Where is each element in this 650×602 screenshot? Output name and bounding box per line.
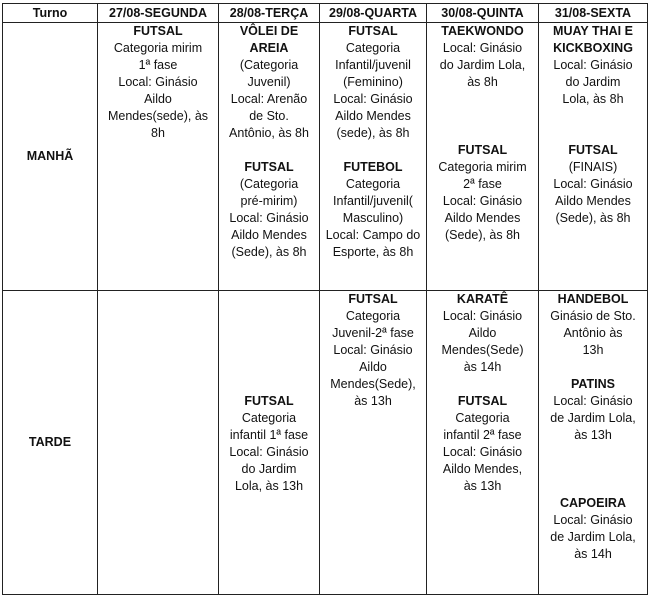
event-line: Local: Ginásio	[553, 177, 633, 191]
event-futsal	[221, 393, 317, 495]
turno-tarde: TARDE	[3, 291, 98, 595]
event-line: Categoria	[345, 41, 401, 55]
header-friday: 31/08-SEXTA	[539, 4, 648, 23]
event-line: 2ª fase	[463, 177, 502, 191]
event-line: de Sto.	[249, 109, 289, 123]
event-line: Antônio às	[563, 326, 623, 340]
spacer	[429, 91, 536, 125]
spacer	[541, 359, 645, 376]
event-line: Local: Ginásio	[442, 41, 523, 55]
event-capoeira	[541, 495, 645, 563]
event-title: FUTSAL	[568, 143, 618, 157]
event-line: Local: Campo do	[325, 228, 421, 242]
row-manha	[3, 23, 648, 291]
event-line: (Sede), às 8h	[555, 211, 631, 225]
event-line: Aildo Mendes,	[442, 462, 523, 476]
event-line: Aildo	[144, 92, 172, 106]
event-line: pré-mirim)	[240, 194, 298, 208]
event-title: FUTSAL	[133, 24, 183, 38]
event-line: Local: Ginásio	[442, 194, 523, 208]
event-line: às 13h	[463, 479, 502, 493]
event-line: do Jardim Lola,	[439, 58, 526, 72]
event-patins	[541, 376, 645, 444]
schedule-table	[2, 3, 648, 595]
event-line: (Feminino)	[343, 75, 403, 89]
event-line: Categoria mirim	[113, 41, 203, 55]
event-title: HANDEBOL	[557, 292, 629, 306]
event-line: Lola, às 13h	[234, 479, 304, 493]
event-futsal	[429, 142, 536, 244]
event-line: Categoria	[345, 177, 401, 191]
spacer	[541, 444, 645, 478]
event-line: Masculino)	[342, 211, 404, 225]
event-line: 8h	[151, 126, 165, 140]
event-karate	[429, 291, 536, 376]
event-line: Categoria	[455, 411, 510, 425]
event-line: Lola, às 8h	[562, 92, 624, 106]
event-title: MUAY THAI E	[553, 24, 633, 38]
event-title: KARATÊ	[456, 292, 509, 306]
event-line: Esporte, às 8h	[332, 245, 414, 259]
event-handebol	[541, 291, 645, 359]
event-line: Categoria	[241, 411, 297, 425]
event-line: Mendes(Sede)	[441, 343, 524, 357]
event-futsal	[322, 23, 424, 142]
event-title: CAPOEIRA	[560, 496, 626, 510]
cell-manha-thursday	[427, 23, 539, 291]
spacer	[429, 376, 536, 393]
event-line: Local: Ginásio	[553, 58, 633, 72]
cell-manha-monday	[98, 23, 219, 291]
event-line: Aildo Mendes	[555, 194, 631, 208]
event-futebol	[322, 159, 424, 261]
event-line: Infantil/juvenil	[335, 58, 411, 72]
spacer	[221, 142, 317, 159]
spacer	[429, 125, 536, 142]
event-line: Local: Ginásio	[553, 513, 633, 527]
event-line: infantil 2ª fase	[443, 428, 522, 442]
event-line: às 8h	[467, 75, 498, 89]
cell-tarde-monday	[98, 291, 219, 595]
cell-manha-wednesday	[320, 23, 427, 291]
event-line: Local: Arenão	[230, 92, 308, 106]
event-title: VÔLEI DE AREIA	[239, 24, 299, 55]
spacer	[221, 291, 317, 325]
event-line: Infantil/juvenil(	[333, 194, 413, 208]
cell-tarde-wednesday	[320, 291, 427, 595]
event-line: Categoria mirim	[438, 160, 527, 174]
event-line: (sede), às 8h	[336, 126, 410, 140]
event-title: FUTSAL	[244, 160, 294, 174]
event-futsal-finais	[541, 142, 645, 227]
event-line: do Jardim	[241, 462, 297, 476]
cell-tarde-friday	[539, 291, 648, 595]
row-tarde	[3, 291, 648, 595]
event-futsal	[429, 393, 536, 495]
event-taekwondo	[429, 23, 536, 91]
spacer	[541, 108, 645, 142]
cell-tarde-thursday	[427, 291, 539, 595]
event-title: PATINS	[571, 377, 615, 391]
event-line: (Sede), às 8h	[444, 228, 521, 242]
event-line: Local: Ginásio	[229, 445, 309, 459]
header-row	[3, 4, 648, 23]
event-line: de Jardim Lola,	[550, 530, 636, 544]
event-muay-thai-kickboxing	[541, 23, 645, 108]
event-line: Local: Ginásio	[118, 75, 198, 89]
event-title: TAEKWONDO	[441, 24, 524, 38]
event-futsal	[100, 23, 216, 142]
header-thursday: 30/08-QUINTA	[427, 4, 539, 23]
event-line: Juvenil-2ª fase	[332, 326, 414, 340]
event-line: Antônio, às 8h	[229, 126, 309, 140]
event-title: FUTSAL	[244, 394, 294, 408]
event-title: FUTSAL	[348, 24, 398, 38]
event-title: KICKBOXING	[553, 41, 633, 55]
event-line: Aildo	[468, 326, 497, 340]
event-line: de Jardim Lola,	[550, 411, 636, 425]
event-line: Aildo Mendes	[335, 109, 411, 123]
spacer	[322, 142, 424, 159]
event-futsal	[322, 291, 424, 410]
event-line: do Jardim	[565, 75, 621, 89]
event-line: Aildo Mendes	[231, 228, 307, 242]
event-futsal	[221, 159, 317, 261]
event-title: FUTSAL	[457, 143, 508, 157]
event-line: Local: Ginásio	[442, 309, 523, 323]
event-line: Juvenil)	[247, 75, 291, 89]
event-line: Local: Ginásio	[333, 343, 413, 357]
cell-tarde-tuesday	[219, 291, 320, 595]
event-line: (Categoria	[239, 58, 299, 72]
event-title: FUTEBOL	[343, 160, 403, 174]
header-tuesday: 28/08-TERÇA	[219, 4, 320, 23]
event-line: 1ª fase	[138, 58, 178, 72]
event-line: (Categoria	[239, 177, 299, 191]
event-line: às 13h	[574, 428, 612, 442]
event-line: Categoria	[345, 309, 401, 323]
event-line: 13h	[582, 343, 604, 357]
event-line: Ginásio de Sto.	[550, 309, 636, 323]
header-turno: Turno	[3, 4, 98, 23]
event-line: (Sede), às 8h	[231, 245, 307, 259]
spacer	[221, 359, 317, 393]
event-line: Aildo	[359, 360, 387, 374]
event-line: Local: Ginásio	[553, 394, 633, 408]
event-line: às 14h	[574, 547, 612, 561]
event-volei-de-areia	[221, 23, 317, 142]
event-line: (FINAIS)	[568, 160, 618, 174]
event-line: Local: Ginásio	[333, 92, 413, 106]
event-title: FUTSAL	[457, 394, 508, 408]
event-line: Local: Ginásio	[442, 445, 523, 459]
spacer	[221, 325, 317, 359]
event-title: FUTSAL	[348, 292, 398, 306]
event-line: às 14h	[463, 360, 502, 374]
event-line: Mendes(Sede),	[330, 377, 416, 391]
event-line: infantil 1ª fase	[229, 428, 309, 442]
event-line: Aildo Mendes	[444, 211, 521, 225]
cell-manha-tuesday	[219, 23, 320, 291]
cell-manha-friday	[539, 23, 648, 291]
event-line: Mendes(sede), às	[107, 109, 209, 123]
header-monday: 27/08-SEGUNDA	[98, 4, 219, 23]
spacer	[541, 478, 645, 495]
event-line: Local: Ginásio	[229, 211, 309, 225]
turno-manha: MANHÃ	[3, 23, 98, 291]
header-wednesday: 29/08-QUARTA	[320, 4, 427, 23]
event-line: às 13h	[354, 394, 392, 408]
